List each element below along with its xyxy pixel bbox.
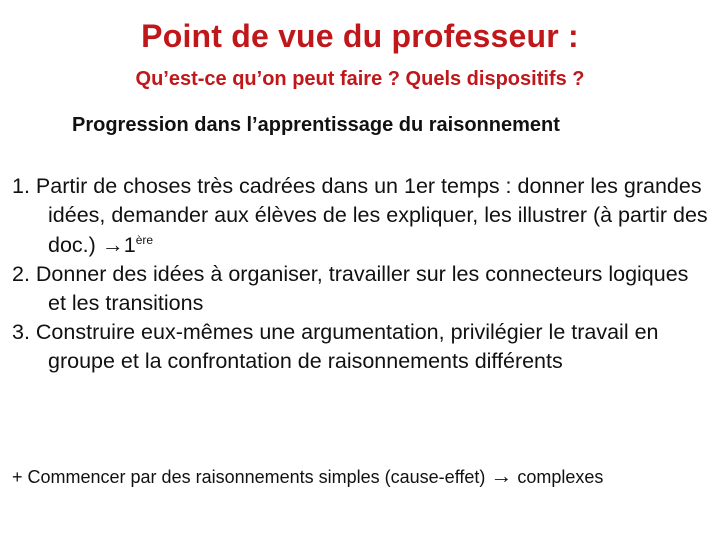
- list-item-3: [12, 318, 712, 376]
- list-item-1: [12, 172, 712, 260]
- arrow-right-icon: →: [490, 463, 513, 488]
- slide-title: Point de vue du professeur :: [141, 18, 579, 54]
- arrow-right-icon: →: [101, 232, 124, 257]
- list-item-text: 1. Partir de choses très cadrées dans un 1er temps : donner les grandes idées, demander aux élèves de les expliquer, les illustrer (à partir des doc.): [12, 174, 708, 257]
- note-tail: complexes: [512, 467, 604, 487]
- list-item-text: 3. Construire eux-mêmes une argumentation, privilégier le travail en groupe et la confrontation de raisonnements différents: [12, 320, 659, 373]
- slide-subtitle: Qu’est-ce qu’on peut faire ? Quels dispositifs ?: [135, 68, 585, 90]
- note-text: + Commencer par des raisonnements simples (cause-effet): [12, 467, 491, 487]
- list-item-2: [12, 260, 712, 318]
- section-heading: Progression dans l’apprentissage du raisonnement: [72, 114, 560, 136]
- note: [12, 462, 712, 491]
- progression-list: [12, 172, 712, 376]
- list-item-tail: 1: [123, 233, 136, 257]
- superscript: ère: [135, 233, 154, 247]
- list-item-text: 2. Donner des idées à organiser, travailler sur les connecteurs logiques et les transitions: [12, 262, 689, 315]
